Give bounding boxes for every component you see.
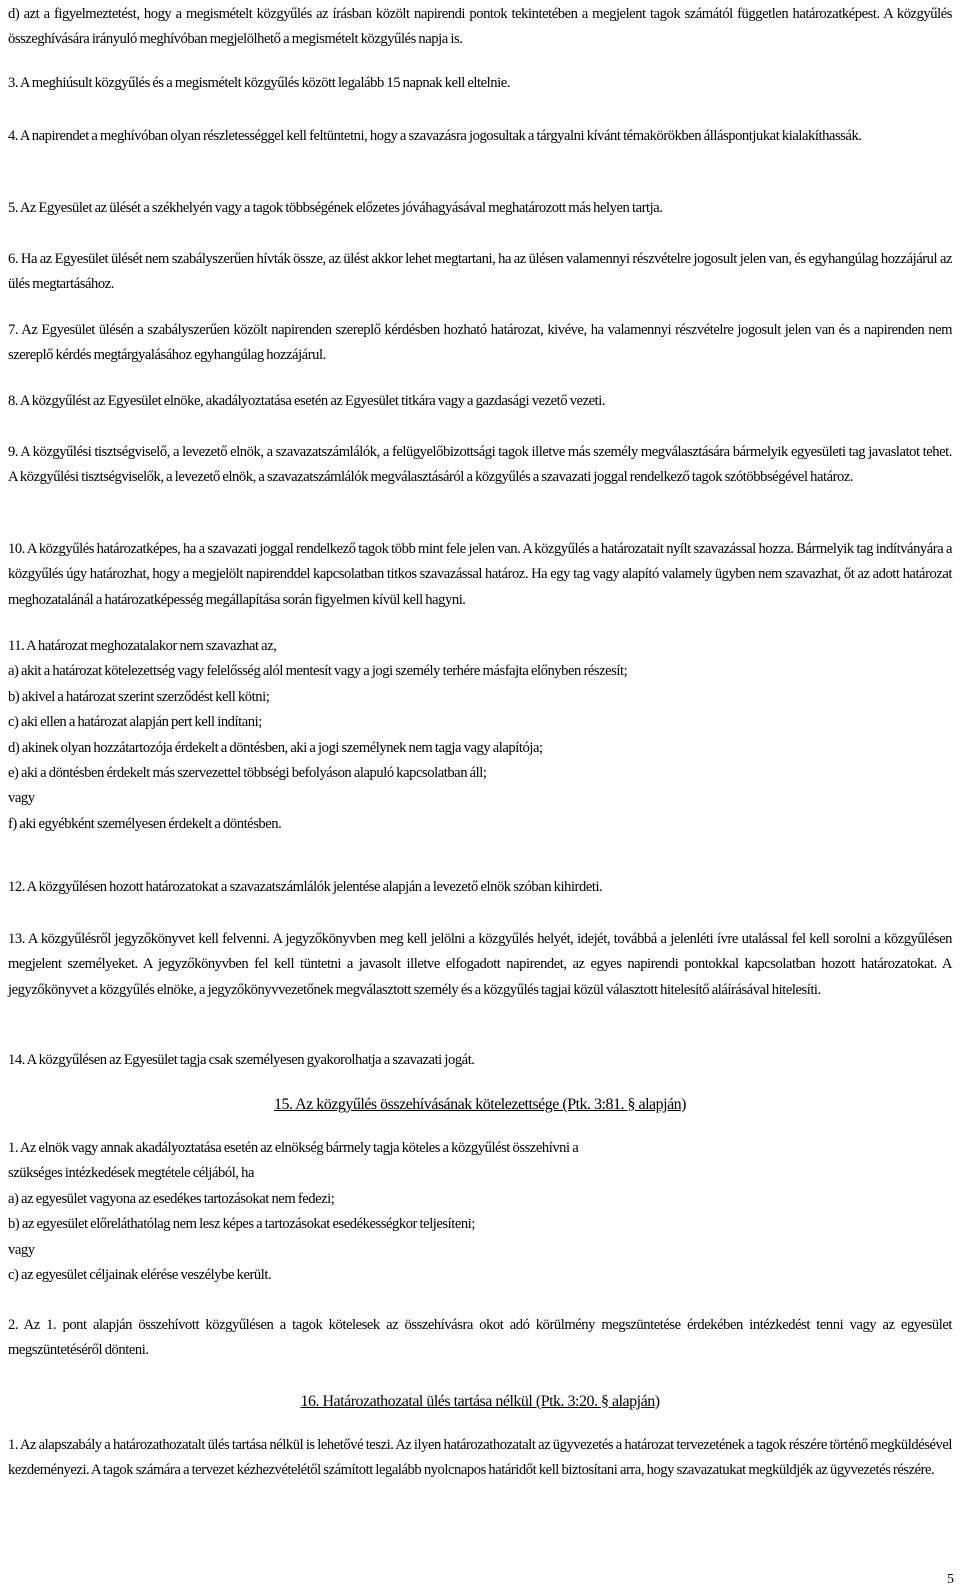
paragraph-7: 7. Az Egyesület ülésén a szabályszerűen közölt napirenden szereplő kérdésben hozható határozat, kivéve, ha valamennyi részvételre jogosult jelen van és a napirenden nem szereplő kérdés megtárgyalásához egyhangúlag hozzájárul. [8,322,952,364]
list-item: vagy [8,1241,35,1258]
list-item: 1. Az elnök vagy annak akadályoztatása esetén az elnökség bármely tagja köteles a közgyűlést összehívni a [8,1140,579,1156]
list-item: a) akit a határozat kötelezettség vagy felelősség alól mentesít vagy a jogi személy terhére másfajta előnyben részesít; [8,663,628,680]
paragraph-4: 4. A napirendet a meghívóban olyan részletességgel kell feltüntetni, hogy a szavazásra jogosultak a tárgyalni kívánt témakörökben álláspontjukat kialakíthassák. [8,128,862,144]
list-item: vagy [8,790,35,807]
list-15 [8,1136,952,1288]
paragraph-6: 6. Ha az Egyesület ülését nem szabályszerűen hívták össze, az ülést akkor lehet megtartani, ha az ülésen valamennyi részvételre jogosult jelen van, és egyhangúlag hozzájárul az ülés megtartásához. [8,251,952,293]
paragraph-13: 13. A közgyűlésről jegyzőkönyvet kell felvenni. A jegyzőkönyvben meg kell jelölni a közgyűlés helyét, idejét, továbbá a jelenléti ívre utalással fel kell sorolni a közgyűlésen megjelent személyeket. A jegyzőkönyvben fel kell tüntetni a javasolt illetve elfogadott napirendet, az egyes napirendi pontokkal kapcsolatban hozott határozatokat. A jegyzőkönyvet a közgyűlés elnöke, a jegyzőkönyvvezetőnek megválasztott személy és a közgyűlés tagjai közül választott hitelesítő aláírásával hitelesíti. [8,931,952,998]
paragraph-8: 8. A közgyűlést az Egyesület elnöke, akadályoztatása esetén az Egyesület titkára vagy a gazdasági vezető vezeti. [8,393,606,409]
list-item: 11. A határozat meghozatalakor nem szavazhat az, [8,638,277,654]
list-item: b) akivel a határozat szerint szerződést kell kötni; [8,688,270,705]
paragraph-9: 9. A közgyűlési tisztségviselő, a levezető elnök, a szavazatszámlálók, a felügyelőbizottsági tagok illetve más személy megválasztására bármelyik egyesületi tag javaslatot tehet. A közgyűlési tisztségviselők, a levezető elnök, a szavazatszámlálók megválasztásáról a közgyűlés a szavazati joggal rendelkező tagok szótöbbségével határoz. [8,444,952,486]
list-item: a) az egyesület vagyona az esedékes tartozásokat nem fedezi; [8,1190,335,1207]
paragraph-3: 3. A meghiúsult közgyűlés és a megismételt közgyűlés között legalább 15 napnak kell eltelnie. [8,75,510,91]
paragraph-12: 12. A közgyűlésen hozott határozatokat a szavazatszámlálók jelentése alapján a levezető elnök szóban kihirdeti. [8,879,603,895]
section-heading-16: 16. Határozathozatal ülés tartása nélkül (Ptk. 3:20. § alapján) [300,1393,660,1410]
page-number: 5 [947,1572,954,1587]
section-heading-15: 15. Az közgyűlés összehívásának kötelezettsége (Ptk. 3:81. § alapján) [273,1096,687,1113]
paragraph-16-1: 1. Az alapszabály a határozathozatalt ülés tartása nélkül is lehetővé teszi. Az ilyen határozathozatalt az ügyvezetés a határozat tervezetének a tagok részére történő megküldésével kezdeményezi. A tagok számára a tervezet kézhezvételétől számított legalább nyolcnapos határidőt kell biztosítani arra, hogy szavazatukat megküldjék az ügyvezetés részére. [8,1437,952,1479]
list-item: e) aki a döntésben érdekelt más szervezettel többségi befolyáson alapuló kapcsolatban áll; [8,765,487,782]
list-item: d) akinek olyan hozzátartozója érdekelt a döntésben, aki a jogi személynek nem tagja vagy alapítója; [8,739,543,756]
paragraph-14: 14. A közgyűlésen az Egyesület tagja csak személyesen gyakorolhatja a szavazati jogát. [8,1052,475,1068]
paragraph-15-2: 2. Az 1. pont alapján összehívott közgyűlésen a tagok kötelesek az összehívásra okot adó körülmény megszüntetése érdekében intézkedést tenni vagy az egyesület megszüntetéséről dönteni. [8,1317,952,1359]
list-item: b) az egyesület előreláthatólag nem lesz képes a tartozásokat esedékességkor teljesíteni; [8,1216,475,1233]
paragraph-10: 10. A közgyűlés határozatképes, ha a szavazati joggal rendelkező tagok több mint fele jelen van. A közgyűlés a határozatait nyílt szavazással hozza. Bármelyik tag indítványára a közgyűlés úgy határozhat, hogy a megjelölt napirenddel kapcsolatban titkos szavazással határoz. Ha egy tag vagy alapító valamely ügyben nem szavazhat, őt az adott határozat meghozatalánál a határozatképesség megállapítása során figyelmen kívül kell hagyni. [8,541,952,608]
paragraph-5: 5. Az Egyesület az ülését a székhelyén vagy a tagok többségének előzetes jóváhagyásával meghatározott más helyen tartja. [8,200,663,216]
list-item: f) aki egyébként személyesen érdekelt a döntésben. [8,815,282,832]
paragraph-d: d) azt a figyelmeztetést, hogy a megismételt közgyűlés az írásban közölt napirendi pontok tekintetében a megjelent tagok számától független határozatképest. A közgyűlés összeghívására irányuló meghívóban megjelölhető a megismételt közgyűlés napja is. [8,6,952,48]
list-item: c) aki ellen a határozat alapján pert kell indítani; [8,714,262,731]
list-item: szükséges intézkedések megtétele céljából, ha [8,1165,255,1182]
list-item: c) az egyesület céljainak elérése veszélybe került. [8,1267,272,1284]
list-11 [8,634,952,837]
